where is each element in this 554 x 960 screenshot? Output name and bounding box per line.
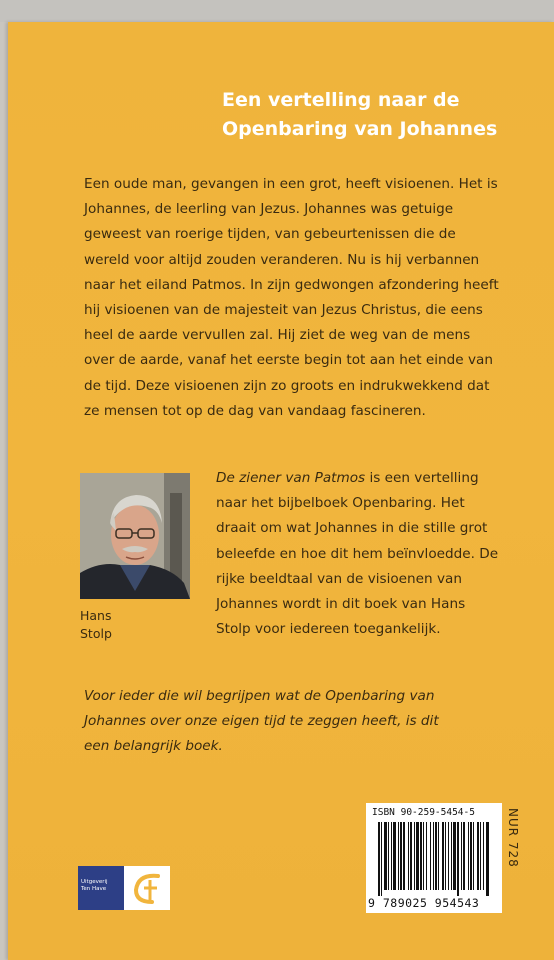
description-line [216, 466, 536, 491]
isbn-text: ISBN 90-259-5454-5 [372, 807, 475, 818]
author-photo [80, 473, 190, 599]
description-line: Stolp voor iedereen toegankelijk. [216, 621, 441, 638]
description-line: draait om wat Johannes in die stille grot [216, 520, 488, 537]
book-title-italic: De ziener van Patmos [216, 470, 366, 486]
barcode-bar [486, 822, 489, 896]
barcode-bar [381, 822, 382, 896]
intro-line: geweest van roerige tijden, van gebeurtenissen die de [84, 226, 456, 243]
barcode-label [366, 803, 502, 913]
description-line-rest: is een vertelling [365, 470, 479, 486]
book-description [216, 466, 536, 642]
intro-line: wereld voor altijd zouden veranderen. Nu is hij verbannen [84, 251, 480, 268]
headline [222, 86, 522, 144]
barcode-bar [433, 822, 434, 890]
description-line: Johannes wordt in dit boek van Hans [216, 596, 466, 613]
barcode-bar [388, 822, 389, 890]
barcode-bar [448, 822, 449, 890]
barcode-bar [393, 822, 396, 890]
closing-line: Voor ieder die wil begrijpen wat de Openbaring van [84, 688, 435, 704]
author-portrait-image [80, 473, 190, 599]
barcode-bar [391, 822, 392, 890]
intro-line: Johannes, de leerling van Jezus. Johannes was getuige [84, 201, 454, 218]
barcode-bar [378, 822, 380, 896]
intro-line: ze mensen tot op de dag van vandaag fascineren. [84, 402, 426, 419]
barcode-bar [451, 822, 452, 890]
nur-code: NUR 728 [506, 808, 520, 868]
intro-line: heel de aarde vervullen zal. Hij ziet de weg van de mens [84, 327, 471, 344]
barcode-bar [410, 822, 412, 890]
barcode-bar [470, 822, 472, 890]
headline-line-2: Openbaring van Johannes [222, 118, 498, 140]
barcode-bar [457, 822, 459, 896]
barcode-bar [438, 822, 439, 890]
barcode-bar [430, 822, 431, 890]
barcode-bar [398, 822, 399, 890]
intro-paragraph [84, 172, 524, 424]
barcode-bar [426, 822, 427, 890]
intro-line: naar het eiland Patmos. In zijn gedwongen afzondering heeft [84, 276, 499, 293]
barcode-bars [378, 822, 492, 896]
barcode-bar [453, 822, 456, 890]
barcode-bar [416, 822, 419, 890]
author-caption [80, 607, 190, 643]
description-line: naar het bijbelboek Openbaring. Het [216, 495, 465, 512]
intro-line: Een oude man, gevangen in een grot, heeft visioenen. Het is [84, 176, 498, 192]
barcode-bar [408, 822, 409, 890]
barcode-bar [480, 822, 481, 890]
barcode-bar [477, 822, 479, 890]
barcode-bar [445, 822, 446, 890]
barcode-bar [435, 822, 437, 890]
barcode-bar [403, 822, 405, 890]
barcode-bar [468, 822, 469, 890]
barcode-bar [420, 822, 422, 890]
description-line: rijke beeldtaal van de visioenen van [216, 570, 462, 587]
author-last-name: Stolp [80, 626, 112, 641]
barcode-bar [463, 822, 465, 890]
closing-line: een belangrijk boek. [84, 738, 223, 755]
publisher-emblem [124, 866, 170, 910]
barcode-bar [483, 822, 484, 890]
headline-line-1: Een vertelling naar de [222, 89, 460, 111]
publisher-line-1: Uitgeverij [81, 879, 108, 885]
ean-number: 9 789025 954543 [368, 896, 480, 910]
publisher-logo [78, 866, 124, 910]
intro-line: over de aarde, vanaf het eerste begin tot aan het einde van [84, 352, 493, 369]
publisher-emblem-icon [124, 866, 170, 910]
barcode-bar [384, 822, 387, 890]
closing-quote [84, 684, 524, 760]
barcode-bar [414, 822, 415, 890]
publisher-line-2: Ten Have [81, 886, 107, 892]
description-line: beleefde en hoe dit hem beïnvloedde. De [216, 545, 499, 562]
intro-line: de tijd. Deze visioenen zijn zo groots en indrukwekkend dat [84, 377, 490, 394]
barcode-bar [473, 822, 474, 890]
author-first-name: Hans [80, 608, 112, 623]
intro-line: hij visioenen van de majesteit van Jezus Christus, die eens [84, 302, 483, 319]
book-edge [0, 0, 554, 22]
closing-line: Johannes over onze eigen tijd te zeggen heeft, is dit [84, 713, 439, 730]
barcode-bar [461, 822, 462, 890]
barcode-bar [423, 822, 424, 890]
publisher-name [81, 879, 121, 893]
barcode-bar [400, 822, 402, 890]
barcode-bar [442, 822, 444, 890]
